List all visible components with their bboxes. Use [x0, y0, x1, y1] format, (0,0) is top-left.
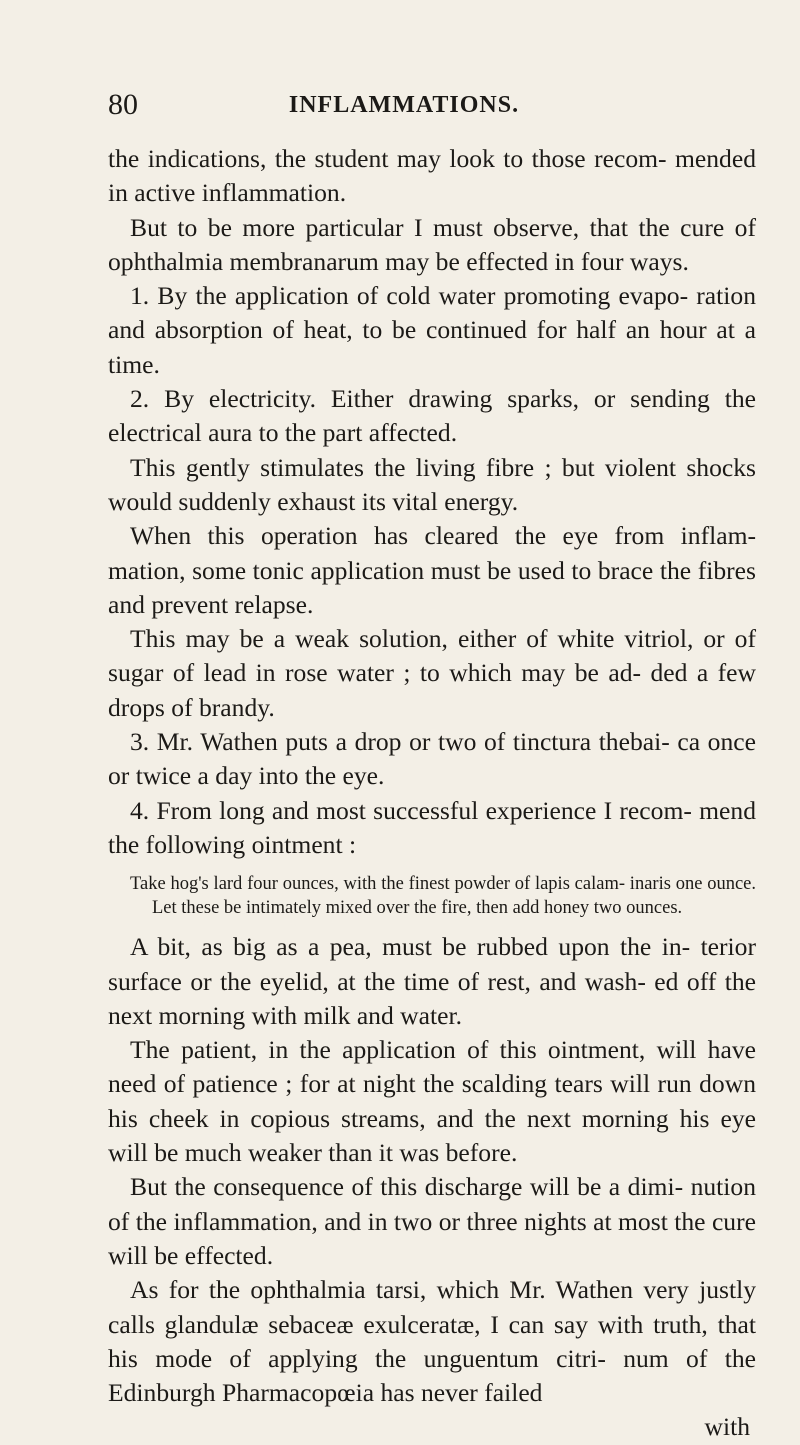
paragraph-13: As for the ophthalmia tarsi, which Mr. Wathen very justly calls glandulæ sebaceæ exulceratæ, I can say with truth, that his mode of applying the unguentum citri- num of the Edinburgh Pharmacopœia has never failed [108, 1275, 756, 1408]
paragraph-11: The patient, in the application of this ointment, will have need of patience ; for at night the scalding tears will run down his cheek in copious streams, and the next morning his eye will be much weaker than it was before. [108, 1035, 756, 1168]
page-number: 80 [108, 88, 138, 121]
paragraph-8: 3. Mr. Wathen puts a drop or two of tinctura thebai- ca once or twice a day into the eye. [108, 727, 756, 791]
paragraph-10: A bit, as big as a pea, must be rubbed upon the in- terior surface or the eyelid, at the time of rest, and wash- ed off the next morning with milk and water. [108, 932, 756, 1030]
body-text [108, 142, 756, 1445]
paragraph-4: 2. By electricity. Either drawing sparks, or sending the electrical aura to the part affected. [108, 384, 756, 448]
page-header [108, 88, 760, 124]
paragraph-9: 4. From long and most successful experience I recom- mend the following ointment : [108, 795, 756, 859]
paragraph-5: This gently stimulates the living fibre ; but violent shocks would suddenly exhaust its vital energy. [108, 452, 756, 516]
recipe-block: Take hog's lard four ounces, with the finest powder of lapis calam- inaris one ounce. Let these be intimately mixed over the fire, then add honey two ounces. [130, 874, 756, 919]
paragraph-2: But to be more particular I must observe, that the cure of ophthalmia membranarum may be effected in four ways. [108, 212, 756, 276]
paragraph-1: the indications, the student may look to those recom- mended in active inflammation. [108, 144, 756, 208]
paragraph-6: When this operation has cleared the eye from inflam- mation, some tonic application must be used to brace the fibres and prevent relapse. [108, 521, 756, 619]
paragraph-12: But the consequence of this discharge will be a dimi- nution of the inflammation, and in two or three nights at most the cure will be effected. [108, 1172, 756, 1270]
running-head: INFLAMMATIONS. [288, 92, 520, 118]
catchword: with [704, 1412, 750, 1442]
paragraph-3: 1. By the application of cold water promoting evapo- ration and absorption of heat, to be continued for half an hour at a time. [108, 281, 756, 379]
paragraph-7: This may be a weak solution, either of white vitriol, or of sugar of lead in rose water ; to which may be ad- ded a few drops of brandy. [108, 624, 756, 722]
